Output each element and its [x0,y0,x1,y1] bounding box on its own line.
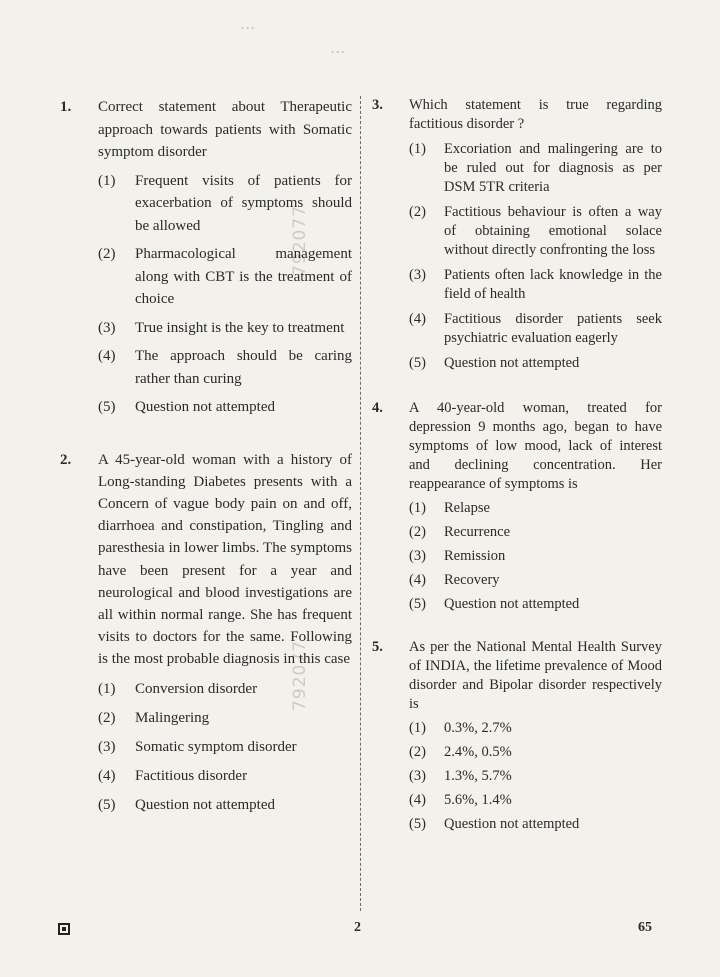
option-item [409,140,662,197]
option-text: 2.4%, 0.5% [444,744,512,760]
option-text: Somatic symptom disorder [135,738,297,755]
option-item [98,736,352,758]
option-item [409,571,662,590]
option-number: (2) [409,204,426,220]
option-text: Recurrence [444,524,511,540]
option-text: 0.3%, 2.7% [444,720,512,736]
option-item [409,595,662,614]
option-item [98,345,352,390]
option-number: (3) [409,548,426,564]
right-column [372,96,662,834]
option-number: (5) [409,355,426,371]
option-text: Question not attempted [444,355,580,371]
option-text: Pharmacological management along with CBT is the treatment of choice [135,246,352,307]
option-text: The approach should be caring rather than curing [135,348,352,387]
option-number: (2) [98,709,116,726]
option-item [409,310,662,348]
option-number: (1) [98,680,116,697]
left-column [60,96,352,817]
page-number: 2 [354,920,361,935]
option-text: Factitious disorder patients seek psychiatric evaluation eagerly [444,311,662,346]
option-number: (4) [409,572,426,588]
option-number: (1) [409,141,426,157]
option-text: Question not attempted [444,816,580,832]
option-number: (3) [409,768,426,784]
option-item [409,203,662,260]
option-number: (4) [409,311,426,327]
question-stem: A 45-year-old woman with a history of Long-standing Diabetes presents with a Concern of vague body pain on and off, diarrhoea and constipation, Tingling and paresthesia in lower limbs. The symptoms have been present for a year and neurological and blood investigations are all within normal range. She has frequent visits to doctors for the same. Following is the most probable diagnosis in this case [98,451,352,668]
option-text: Question not attempted [135,399,275,415]
option-item [409,815,662,834]
handwritten-note [240,12,660,82]
question-stem: A 40-year-old woman, treated for depression 9 months ago, began to have symptoms of low mood, lack of interest and declining concentration. Her reappearance of symptoms is [409,400,662,492]
question-number: 3. [372,97,383,113]
option-number: (1) [409,500,426,516]
option-number: (1) [98,172,116,189]
option-number: (4) [98,768,116,785]
question-stem: As per the National Mental Health Survey of INDIA, the lifetime prevalence of Mood disorder and Bipolar disorder respectively is [409,639,662,712]
option-number: (5) [98,797,116,814]
option-item [409,791,662,810]
handwritten-line-1: ... [240,14,256,33]
option-text: Patients often lack knowledge in the field of health [444,267,662,302]
option-item [98,678,352,700]
option-item [98,707,352,729]
option-number: (5) [98,399,116,415]
option-item [98,170,352,238]
option-number: (2) [409,524,426,540]
option-text: True insight is the key to treatment [135,319,345,336]
option-item [98,317,352,340]
option-text: Question not attempted [135,797,275,814]
option-item [98,765,352,787]
option-text: Frequent visits of patients for exacerbation of symptoms should be allowed [135,172,352,234]
column-divider [360,96,361,911]
option-item [409,523,662,542]
option-text: Factitious disorder [135,768,248,785]
question-1 [60,96,352,419]
option-item [409,767,662,786]
question-4 [372,399,662,614]
question-stem: Correct statement about Therapeutic approach towards patients with Somatic symptom disorder [98,99,352,160]
option-text: Relapse [444,500,490,516]
option-text: Malingering [135,709,210,726]
watermark: 792077 [290,640,310,711]
option-item [409,354,662,373]
option-text: Question not attempted [444,596,580,612]
option-number: (2) [98,246,116,262]
question-number: 2. [60,451,72,468]
question-number: 1. [60,99,72,115]
option-item [409,743,662,762]
option-item [409,547,662,566]
option-item [98,794,352,816]
option-text: 5.6%, 1.4% [444,792,512,808]
option-text: Factitious behaviour is often a way of obtaining emotional solace without directly confronting the loss [444,204,662,258]
option-item [98,243,352,311]
option-number: (1) [409,720,426,736]
option-text: Excoriation and malingering are to be ruled out for diagnosis as per DSM 5TR criteria [444,141,662,195]
option-item [409,719,662,738]
option-number: (4) [98,348,116,364]
handwritten-line-2: ... [330,38,346,57]
option-text: Recovery [444,572,500,588]
option-item [409,266,662,304]
option-number: (3) [409,267,426,283]
option-number: (3) [98,738,116,755]
option-text: Conversion disorder [135,680,258,697]
option-text: Remission [444,548,506,564]
option-number: (5) [409,596,426,612]
watermark: 792077 [290,205,310,276]
corner-number: 65 [638,920,652,935]
option-item [409,499,662,518]
question-2 [60,449,352,817]
question-number: 4. [372,400,383,416]
option-item [98,396,352,419]
option-number: (5) [409,816,426,832]
option-number: (4) [409,792,426,808]
option-number: (2) [409,744,426,760]
question-3 [372,96,662,373]
option-text: 1.3%, 5.7% [444,768,512,784]
option-number: (3) [98,319,116,336]
question-stem: Which statement is true regarding factitious disorder ? [409,97,662,132]
question-number: 5. [372,639,383,655]
footer-square-icon [58,923,70,935]
question-5 [372,638,662,834]
